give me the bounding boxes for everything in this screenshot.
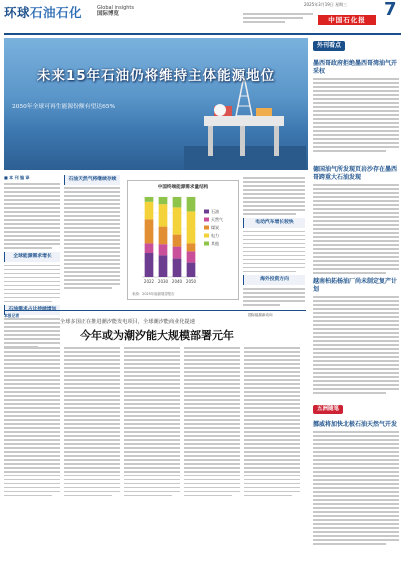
mid-subhead-2: 海外投资方向 <box>243 275 305 285</box>
bar-segment-煤炭 <box>159 227 168 245</box>
bar-segment-煤炭 <box>145 219 154 243</box>
body-text <box>4 318 60 347</box>
page-number: 7 <box>384 0 397 20</box>
bar-segment-天然气 <box>173 247 182 259</box>
lower-article-body <box>4 345 306 499</box>
section-title-b: 石油石化 <box>30 5 83 20</box>
energy-demand-chart <box>127 180 239 300</box>
bar-segment-煤炭 <box>173 235 182 247</box>
sidebar-item-3 <box>313 278 399 396</box>
sidebar-item-1 <box>313 60 399 154</box>
bar-segment-其他 <box>159 197 168 204</box>
bar-segment-煤炭 <box>187 243 196 251</box>
bar-segment-天然气 <box>145 243 154 253</box>
subhead-1: 全球能源需求增长 <box>4 252 60 262</box>
section-divider <box>4 310 306 311</box>
bar-segment-石油 <box>145 253 154 277</box>
bar-segment-天然气 <box>187 251 196 262</box>
legend-label: 石油 <box>211 209 219 214</box>
brand-logo: 中国石化报 <box>318 15 376 25</box>
lower-column-4 <box>184 345 240 499</box>
issue-date: 2025年3月19日 星期三 <box>304 2 348 7</box>
bar-segment-电力 <box>159 204 168 226</box>
sidebar-item-title: 墨西哥政府拒绝墨西哥湾油气开采权 <box>313 60 398 75</box>
lower-kicker: 全球多国正在推进潮汐能发电项目，全球潮汐能商业化提速 <box>60 319 195 325</box>
chart-source: 来源：2025年能源展望报告 <box>132 292 175 296</box>
bar-segment-电力 <box>173 207 182 234</box>
sidebar-item-title: 挪威将加快北极石油天然气开发 <box>313 421 398 428</box>
sidebar-item-title: 德国油气所发现页岩沙存在墨西哥跨重大石油发现 <box>313 166 398 181</box>
sidebar-tag2-label: 五洲随笔 <box>313 405 343 414</box>
sidebar-item-4 <box>313 421 399 547</box>
bar-segment-电力 <box>187 211 196 243</box>
legend-label: 煤炭 <box>211 225 219 230</box>
section-title <box>4 3 82 21</box>
body-text <box>4 183 60 248</box>
lower-headline: 今年或为潮汐能大规模部署元年 <box>80 329 234 342</box>
section-sub-en: Global insights <box>97 5 134 11</box>
lower-column-2 <box>64 345 120 499</box>
chart-title: 中国终端能源需求量结构 <box>157 185 209 190</box>
body-text <box>64 187 120 288</box>
x-tick-label: 2050 <box>185 279 197 284</box>
body-text <box>243 231 305 272</box>
lower-right-tag: 国际能源新动向 <box>248 313 273 317</box>
hero-subline: 2050年全球可再生能源份额有望达65% <box>12 104 115 110</box>
x-tick-label: 2030 <box>157 279 169 284</box>
sidebar <box>310 38 402 570</box>
masthead-rule <box>4 33 401 35</box>
bar-segment-石油 <box>173 259 182 277</box>
section-sub-zh: 国际博览 <box>97 11 120 17</box>
x-tick-label: 2040 <box>171 279 183 284</box>
bar-segment-其他 <box>145 197 154 202</box>
legend-label: 其他 <box>211 241 219 246</box>
section-subtitle <box>97 5 134 17</box>
article-column-2 <box>64 175 120 291</box>
bar-segment-其他 <box>173 197 182 207</box>
body-text <box>313 296 399 393</box>
lower-column-1 <box>4 345 60 499</box>
lower-column-5 <box>244 345 300 499</box>
bar-segment-电力 <box>145 202 154 220</box>
body-text <box>313 78 399 151</box>
legend-swatch <box>204 234 209 238</box>
section-title-a: 环球 <box>4 5 31 20</box>
body-text <box>313 184 399 273</box>
x-tick-label: 2022 <box>143 279 155 284</box>
bar-segment-石油 <box>187 263 196 277</box>
hero-headline: 未来15年石油仍将维持主体能源地位 <box>36 68 276 84</box>
chart-plot <box>130 191 236 289</box>
article-column-3 <box>127 300 237 306</box>
bar-segment-石油 <box>159 255 168 277</box>
legend-swatch <box>204 210 209 214</box>
legend-swatch <box>204 218 209 222</box>
offshore-rig-illustration <box>184 76 306 170</box>
bar-segment-天然气 <box>159 244 168 255</box>
lower-byline: 本报记者 <box>4 313 20 318</box>
subhead-3: 石油天然气将继续存续 <box>64 175 120 185</box>
hero-image <box>4 38 308 170</box>
legend-swatch <box>204 242 209 246</box>
sidebar-tag <box>310 38 402 56</box>
sidebar-item-title: 越南柏拓杨油厂尚未制定复产计划 <box>313 278 398 293</box>
legend-label: 天然气 <box>211 217 223 222</box>
byline: ■ 本 刊 编 译 <box>4 175 30 180</box>
mid-subhead-1: 电动汽车增长较快 <box>243 218 305 228</box>
body-text <box>4 265 60 302</box>
article-column-1 <box>4 175 60 350</box>
lower-column-3 <box>124 345 180 499</box>
legend-swatch <box>204 226 209 230</box>
sidebar-tag-label: 外刊看点 <box>313 41 345 51</box>
body-text <box>243 177 305 214</box>
sidebar-item-2 <box>313 166 399 276</box>
sidebar-tag-2 <box>310 403 402 417</box>
legend-label: 电力 <box>211 233 219 238</box>
article-column-4 <box>243 175 305 308</box>
body-text <box>243 288 305 306</box>
masthead-meta <box>243 11 313 25</box>
bar-segment-其他 <box>187 197 196 211</box>
body-text <box>313 431 399 544</box>
